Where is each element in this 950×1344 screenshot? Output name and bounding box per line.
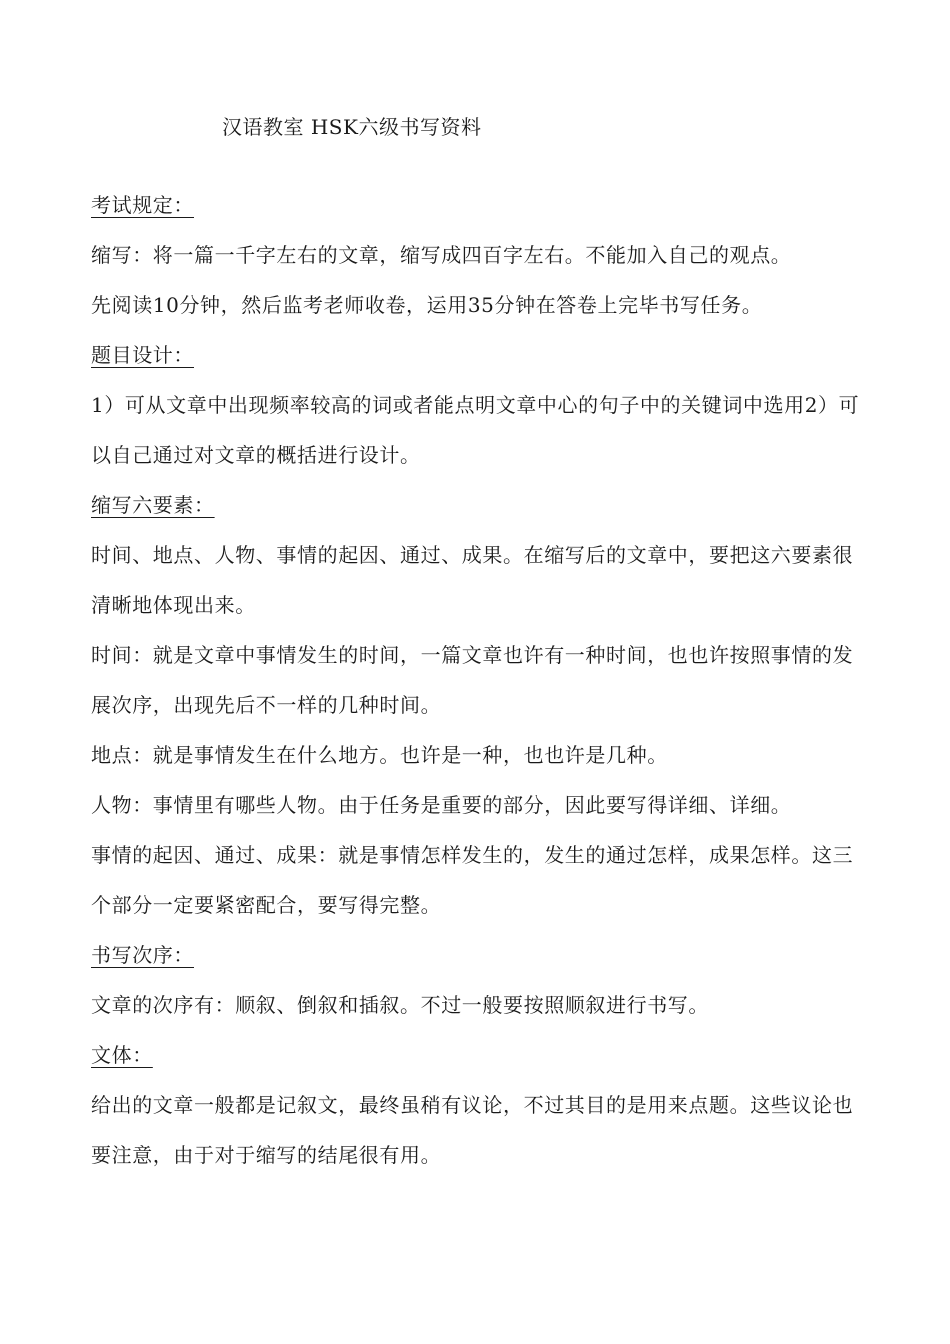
paragraph-place: 地点：就是事情发生在什么地方。也许是一种，也也许是几种。 bbox=[91, 743, 668, 767]
document-body bbox=[91, 180, 861, 1180]
section-heading-style: 文体： bbox=[91, 1043, 153, 1067]
paragraph-writing-order: 文章的次序有：顺叙、倒叙和插叙。不过一般要按照顺叙进行书写。 bbox=[91, 993, 709, 1017]
paragraph-cause-process-result: 事情的起因、通过、成果：就是事情怎样发生的，发生的通过怎样，成果怎样。这三个部分一定要紧密配合，要写得完整。 bbox=[91, 843, 854, 917]
paragraph-characters: 人物：事情里有哪些人物。由于任务是重要的部分，因此要写得详细、详细。 bbox=[91, 793, 792, 817]
paragraph-style: 给出的文章一般都是记叙文，最终虽稍有议论，不过其目的是用来点题。这些议论也要注意，由于对于缩写的结尾很有用。 bbox=[91, 1093, 854, 1167]
section-heading-writing-order: 书写次序： bbox=[91, 943, 194, 967]
section-heading-exam-rules: 考试规定： bbox=[91, 193, 194, 217]
document-title: 汉语教室 HSK六级书写资料 bbox=[222, 115, 482, 139]
paragraph-six-elements: 时间、地点、人物、事情的起因、通过、成果。在缩写后的文章中，要把这六要素很清晰地体现出来。 bbox=[91, 543, 854, 617]
paragraph-condense-rule: 缩写：将一篇一千字左右的文章，缩写成四百字左右。不能加入自己的观点。 bbox=[91, 243, 792, 267]
section-heading-title-design: 题目设计： bbox=[91, 343, 194, 367]
paragraph-time: 时间：就是文章中事情发生的时间，一篇文章也许有一种时间，也也许按照事情的发展次序，出现先后不一样的几种时间。 bbox=[91, 643, 854, 717]
paragraph-title-design: 1）可从文章中出现频率较高的词或者能点明文章中心的句子中的关键词中选用2）可以自己通过对文章的概括进行设计。 bbox=[91, 393, 860, 467]
section-heading-six-elements: 缩写六要素： bbox=[91, 493, 215, 517]
paragraph-reading-time: 先阅读10分钟，然后监考老师收卷，运用35分钟在答卷上完毕书写任务。 bbox=[91, 293, 763, 317]
